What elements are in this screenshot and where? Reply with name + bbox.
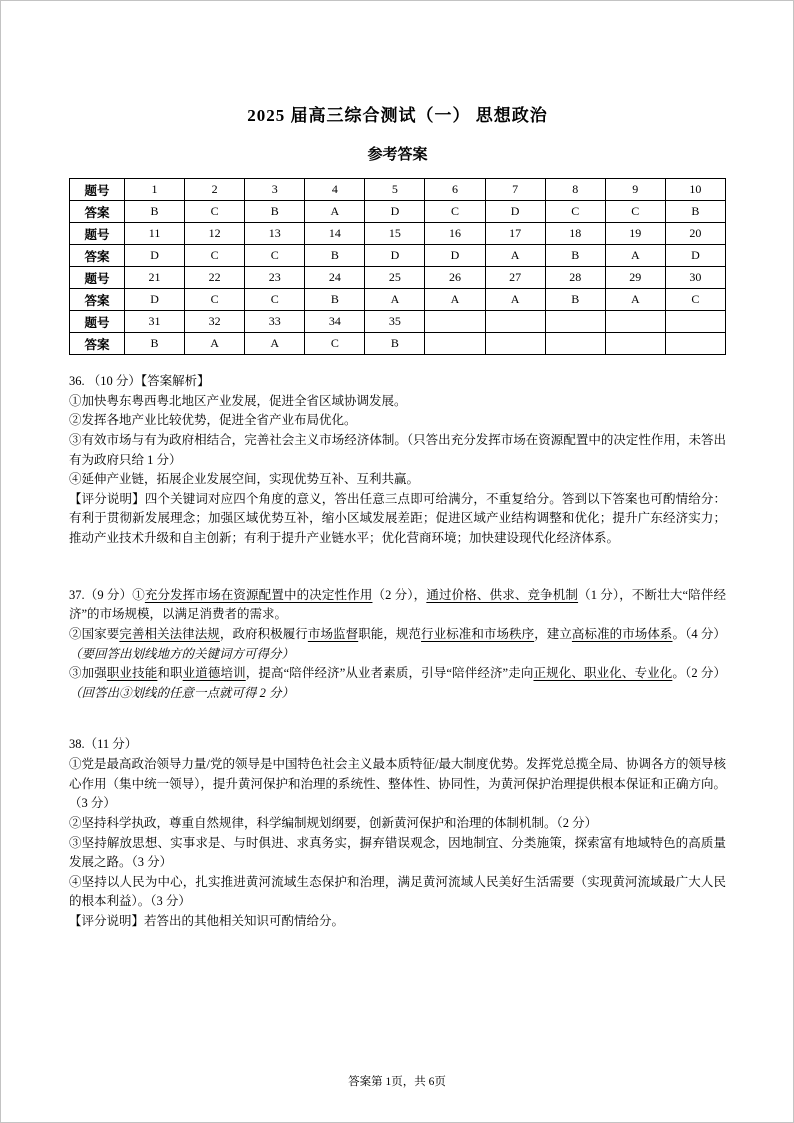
page-footer: 答案第 1页，共 6页 — [348, 1076, 446, 1088]
paragraph — [69, 755, 726, 814]
question-number-cell: 16 — [425, 223, 485, 245]
row-label: 题号 — [70, 179, 125, 201]
question-number-cell: 28 — [545, 267, 605, 289]
text-run: ②发挥各地产业比较优势，促进全省产业布局优化。 — [69, 413, 357, 428]
text-run: （2 分）， — [372, 587, 427, 602]
answer-cell: D — [125, 245, 185, 267]
underlined-text: 完善相关法律法规 — [119, 626, 220, 641]
row-label: 题号 — [70, 267, 125, 289]
answer-cell: A — [185, 333, 245, 355]
text-run: ③坚持解放思想、实事求是、与时俱进、求真务实，摒弃错误观念，因地制宜、分类施策，探索富有地域特色的高质量发展之路。（3 分） — [69, 835, 726, 870]
text-run: 【评分说明】四个关键词对应四个角度的意义，答出任意三点即可给满分，不重复给分。答到以下答案也可酌情给分：有利于贯彻新发展理念；加强区域优势互补，缩小区域发展差距；促进区域产业结构调整和优化；提升广东经济实力；推动产业技术升级和自主创新；有利于提升产业链水平；优化营商环境；加快建设现代化经济体系。 — [69, 491, 726, 545]
text-run: ①加快粤东粤西粤北地区产业发展，促进全省区域协调发展。 — [69, 393, 407, 408]
question-number-cell: 30 — [665, 267, 725, 289]
answer-cell: A — [305, 201, 365, 223]
question-number-cell — [485, 311, 545, 333]
question-number-cell: 26 — [425, 267, 485, 289]
answer-cell: B — [125, 333, 185, 355]
answer-cell: D — [425, 245, 485, 267]
question-number-cell: 15 — [365, 223, 425, 245]
answer-cell — [665, 333, 725, 355]
question-number-cell: 21 — [125, 267, 185, 289]
text-run: 职能，规范 — [358, 626, 422, 641]
question-number-cell: 5 — [365, 179, 425, 201]
answer-cell — [545, 333, 605, 355]
italic-note-text: （回答出③划线的任意一点就可得 2 分） — [69, 685, 295, 700]
answer-cell: C — [545, 201, 605, 223]
underlined-text: 高标准的市场体系 — [571, 626, 673, 641]
question-number-cell: 29 — [605, 267, 665, 289]
text-run: ，提高“陪伴经济”从业者素质，引导“陪伴经济”走向 — [245, 666, 534, 681]
text-run: ③有效市场与有为政府相结合，完善社会主义市场经济体制。（只答出充分发挥市场在资源配置中的决定性作用，未答出有为政府只给 1 分） — [69, 432, 726, 467]
answer-cell: A — [485, 245, 545, 267]
answer-cell: C — [605, 201, 665, 223]
text-run: ②国家要 — [69, 626, 120, 641]
row-label: 答案 — [70, 201, 125, 223]
question-number-cell: 24 — [305, 267, 365, 289]
answer-cell: B — [305, 245, 365, 267]
question-number-cell: 18 — [545, 223, 605, 245]
answer-cell — [485, 333, 545, 355]
question-number-cell: 7 — [485, 179, 545, 201]
paragraph — [69, 912, 726, 932]
text-run: 和职 — [157, 666, 183, 681]
text-run: 36. （10 分）【答案解析】 — [69, 374, 210, 388]
text-run: 【评分说明】若答出的其他相关知识可酌情给分。 — [69, 914, 345, 928]
answer-cell: C — [245, 289, 305, 311]
question-number-cell — [665, 311, 725, 333]
text-run: ②坚持科学执政，尊重自然规律，科学编制规划纲要，创新黄河保护和治理的体制机制。（2 分） — [69, 815, 598, 830]
section-question-36 — [69, 372, 726, 549]
question-number-cell: 20 — [665, 223, 725, 245]
answer-cell: C — [185, 289, 245, 311]
question-number-cell: 2 — [185, 179, 245, 201]
text-run: 38.（11 分） — [69, 737, 138, 752]
paragraph — [69, 470, 726, 490]
answer-cell: B — [665, 201, 725, 223]
text-run: 。（2 分） — [672, 666, 726, 681]
question-number-cell: 22 — [185, 267, 245, 289]
question-number-cell — [545, 311, 605, 333]
question-number-cell: 4 — [305, 179, 365, 201]
answer-table-row — [70, 223, 726, 245]
answer-cell — [605, 333, 665, 355]
question-number-cell: 23 — [245, 267, 305, 289]
page-subtitle: 参考答案 — [367, 147, 428, 163]
paragraph — [69, 814, 726, 834]
section-question-38 — [69, 735, 726, 931]
question-number-cell: 3 — [245, 179, 305, 201]
question-number-cell: 11 — [125, 223, 185, 245]
underlined-text: 业道德培训 — [182, 666, 246, 681]
answer-cell: D — [665, 245, 725, 267]
paragraph — [69, 411, 726, 431]
question-number-cell: 35 — [365, 311, 425, 333]
question-number-cell: 1 — [125, 179, 185, 201]
paragraph — [69, 431, 726, 470]
text-run: ③加强 — [69, 666, 107, 681]
underlined-text: 通过价格、供求、竞争机制 — [426, 587, 579, 602]
text-run: 。（4 分） — [672, 626, 726, 641]
question-number-cell: 32 — [185, 311, 245, 333]
text-run: ①党是最高政治领导力量/党的领导是中国特色社会主义最本质特征/最大制度优势。发挥党总揽全局、协调各方的领导核心作用（集中统一领导），提升黄河保护和治理的系统性、整体性、协同性，为黄河保护治理提供根本保证和正确方向。（3 分） — [69, 757, 726, 811]
answer-table-row — [70, 245, 726, 267]
answer-cell: A — [485, 289, 545, 311]
answer-table-body — [70, 179, 726, 355]
text-run: ④坚持以人民为中心，扎实推进黄河流域生态保护和治理，满足黄河流域人民美好生活需要（实现黄河流域最广大人民的根本利益）。（3 分） — [69, 874, 726, 909]
answer-cell: C — [305, 333, 365, 355]
row-label: 题号 — [70, 223, 125, 245]
row-label: 答案 — [70, 289, 125, 311]
text-run: ，建立 — [534, 626, 572, 641]
page-title: 2025 届高三综合测试（一） 思想政治 — [247, 106, 548, 125]
answer-cell: D — [125, 289, 185, 311]
answer-table-row — [70, 333, 726, 355]
answer-cell: A — [365, 289, 425, 311]
paragraph — [69, 873, 726, 912]
question-number-cell: 31 — [125, 311, 185, 333]
answer-cell: B — [305, 289, 365, 311]
row-label: 答案 — [70, 333, 125, 355]
underlined-text: 正规化、职业化、专业化 — [533, 666, 673, 681]
paragraph — [69, 372, 726, 392]
answer-table-row — [70, 201, 726, 223]
text-run: 37.（9 分）① — [69, 587, 145, 602]
answer-cell: C — [245, 245, 305, 267]
answer-table-row — [70, 311, 726, 333]
question-number-cell: 12 — [185, 223, 245, 245]
answer-cell: A — [245, 333, 305, 355]
paragraph — [69, 735, 726, 755]
paragraph — [69, 664, 726, 703]
answer-cell: D — [365, 201, 425, 223]
underlined-text: 市场监督 — [307, 626, 359, 641]
underlined-text: 充分发挥市场在资源配置中的决定性作用 — [144, 587, 373, 602]
section-question-37 — [69, 586, 726, 704]
paragraph — [69, 625, 726, 664]
answer-table-row — [70, 267, 726, 289]
underlined-text: 行业标准和市场秩序 — [421, 626, 535, 641]
text-run: ④延伸产业链，拓展企业发展空间，实现优势互补、互利共赢。 — [69, 472, 420, 487]
question-number-cell: 14 — [305, 223, 365, 245]
answer-cell — [425, 333, 485, 355]
answer-table-row — [70, 289, 726, 311]
paragraph — [69, 490, 726, 549]
paragraph — [69, 392, 726, 412]
question-number-cell: 33 — [245, 311, 305, 333]
answer-cell: C — [185, 245, 245, 267]
answer-table — [69, 178, 726, 355]
question-number-cell — [605, 311, 665, 333]
underlined-text: 职业技能 — [106, 666, 158, 681]
question-number-cell: 34 — [305, 311, 365, 333]
row-label: 题号 — [70, 311, 125, 333]
question-number-cell: 27 — [485, 267, 545, 289]
question-number-cell: 8 — [545, 179, 605, 201]
answer-cell: B — [545, 245, 605, 267]
answer-cell: C — [665, 289, 725, 311]
answer-cell: B — [245, 201, 305, 223]
answer-cell: C — [425, 201, 485, 223]
answer-cell: A — [605, 245, 665, 267]
text-run: ，政府积极履行 — [219, 626, 308, 641]
question-number-cell: 19 — [605, 223, 665, 245]
row-label: 答案 — [70, 245, 125, 267]
answer-cell: C — [185, 201, 245, 223]
question-number-cell — [425, 311, 485, 333]
italic-note-text: （要回答出划线地方的关键词方可得分） — [69, 646, 295, 661]
answer-cell: D — [365, 245, 425, 267]
text-run: （1 分），不断壮大“陪伴经济”的市场规模，以满足消费者的需求。 — [69, 587, 726, 622]
answer-cell: A — [425, 289, 485, 311]
paragraph — [69, 586, 726, 625]
answer-cell: B — [125, 201, 185, 223]
question-number-cell: 9 — [605, 179, 665, 201]
answer-cell: B — [365, 333, 425, 355]
question-number-cell: 13 — [245, 223, 305, 245]
question-number-cell: 25 — [365, 267, 425, 289]
answer-table-row — [70, 179, 726, 201]
question-number-cell: 10 — [665, 179, 725, 201]
answer-cell: D — [485, 201, 545, 223]
answer-cell: A — [605, 289, 665, 311]
answer-cell: B — [545, 289, 605, 311]
paragraph — [69, 834, 726, 873]
question-number-cell: 6 — [425, 179, 485, 201]
question-number-cell: 17 — [485, 223, 545, 245]
